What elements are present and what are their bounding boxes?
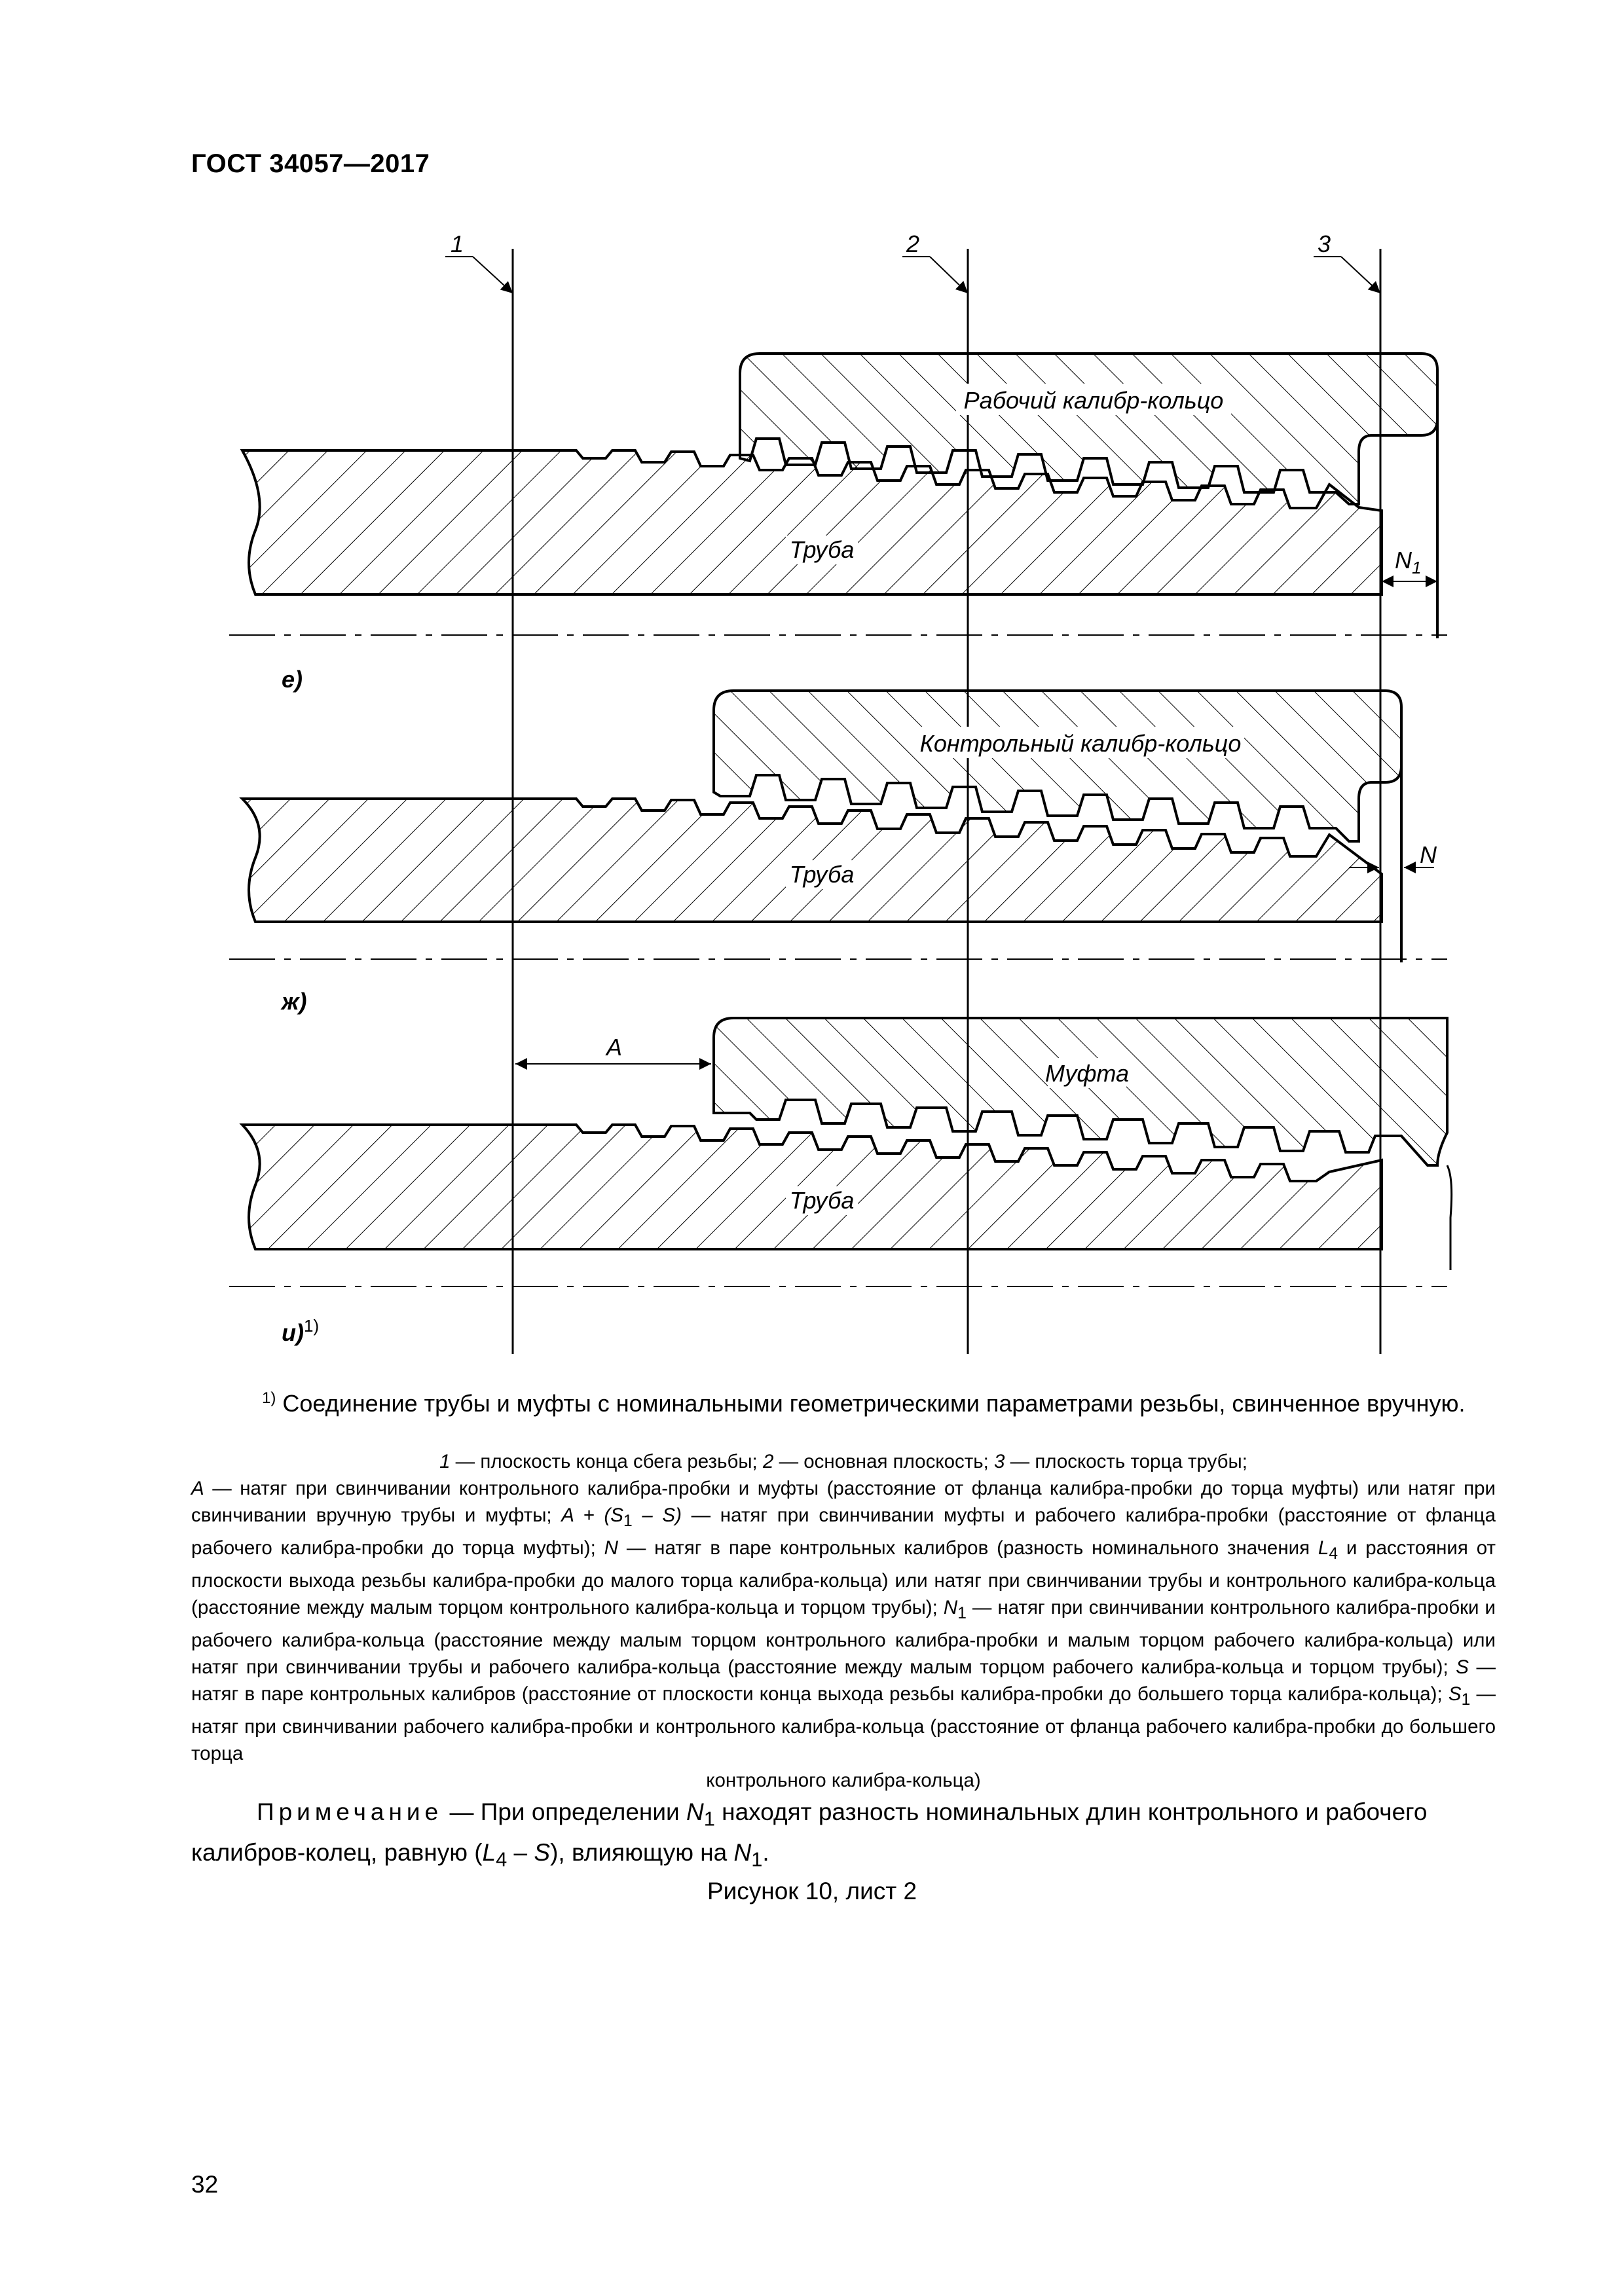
page-number: 32 [191, 2171, 219, 2198]
plane-number-1: 1 [451, 230, 464, 257]
control-gauge-label: Контрольный калибр-кольцо [919, 730, 1242, 757]
legend-last-line: контрольного калибра-кольца) [706, 1769, 981, 1791]
footnote [262, 1389, 1465, 1417]
footnote-mark: 1) [262, 1389, 276, 1407]
working-gauge-label: Рабочий калибр-кольцо [963, 387, 1224, 414]
view-zh [229, 691, 1447, 1015]
legend-body: A — натяг при свинчивании контрольного калибра-пробки и муфты (расстояние от фланца калибра-пробки до торца муфты) или натяг при свинчивании вручную трубы и муфты; $A + (S_1 - S)$ — натяг при свинчивании муфты и рабочего калибра-пробки (расстояние от фланца рабочего калибра-пробки до торца муфты); N — натяг в паре контрольных калибров (разность номинального значения $L_4$ и расстояния от плоскости выхода резьбы калибра-пробки до малого торца калибра-кольца) или натяг при свинчивании трубы и контрольного калибра-кольца (расстояние между малым торцом контрольного калибра-кольца и торцом трубы); $N_1$ — натяг при свинчивании контрольного калибра-пробки и рабочего калибра-кольца (расстояние между малым торцом контрольного калибра-пробки и малым торцом рабочего калибра-кольца) или натяг при свинчивании трубы и рабочего калибра-кольца (расстояние между малым торцом рабочего калибра-кольца и торцом трубы); S — натяг в паре контрольных калибров (расстояние от плоскости конца выхода резьбы калибра-пробки до большего торца калибра-кольца); $S_1$ — натяг при свинчивании рабочего калибра-пробки и контрольного калибра-кольца (расстояние от фланца рабочего калибра-пробки до большего торца [191, 1478, 1496, 1764]
note-label: Примечание [257, 1798, 443, 1825]
pipe-label-zh: Труба [789, 861, 855, 888]
plane-number-2: 2 [906, 230, 920, 257]
dimension-a-label: A [606, 1034, 623, 1061]
note: Примечание — При определении $N_1$ находят разность номинальных длин контрольного и рабочего калибров-колец, равную $(L_4 - S)$, влияющую на $N_1$. [191, 1798, 1428, 1871]
document-id: ГОСТ 34057—2017 [191, 149, 430, 178]
dimension-n-label: N [1420, 841, 1437, 868]
pipe-label-i: Труба [789, 1187, 855, 1214]
pipe-label-e: Труба [789, 536, 855, 563]
view-letter-e: е) [282, 666, 303, 693]
view-e [229, 354, 1447, 693]
view-letter-zh: ж) [282, 988, 307, 1015]
dimension-n1-label: $N_1$ [1395, 547, 1422, 577]
plane-number-3: 3 [1318, 230, 1331, 257]
view-letter-i: и)$^{1)}$ [282, 1316, 320, 1346]
footnote-text: Соединение трубы и муфты с номинальными геометрическими параметрами резьбы, свинченное вручную. [282, 1390, 1466, 1417]
legend-planes: 1 — плоскость конца сбега резьбы; 2 — основная плоскость; 3 — плоскость торца трубы; [439, 1451, 1247, 1472]
figure-legend [191, 1448, 1496, 1794]
coupling-label: Муфта [1044, 1060, 1130, 1087]
view-i [229, 1018, 1452, 1346]
coupling-section [714, 1018, 1447, 1165]
figure-caption: Рисунок 10, лист 2 [707, 1878, 917, 1904]
